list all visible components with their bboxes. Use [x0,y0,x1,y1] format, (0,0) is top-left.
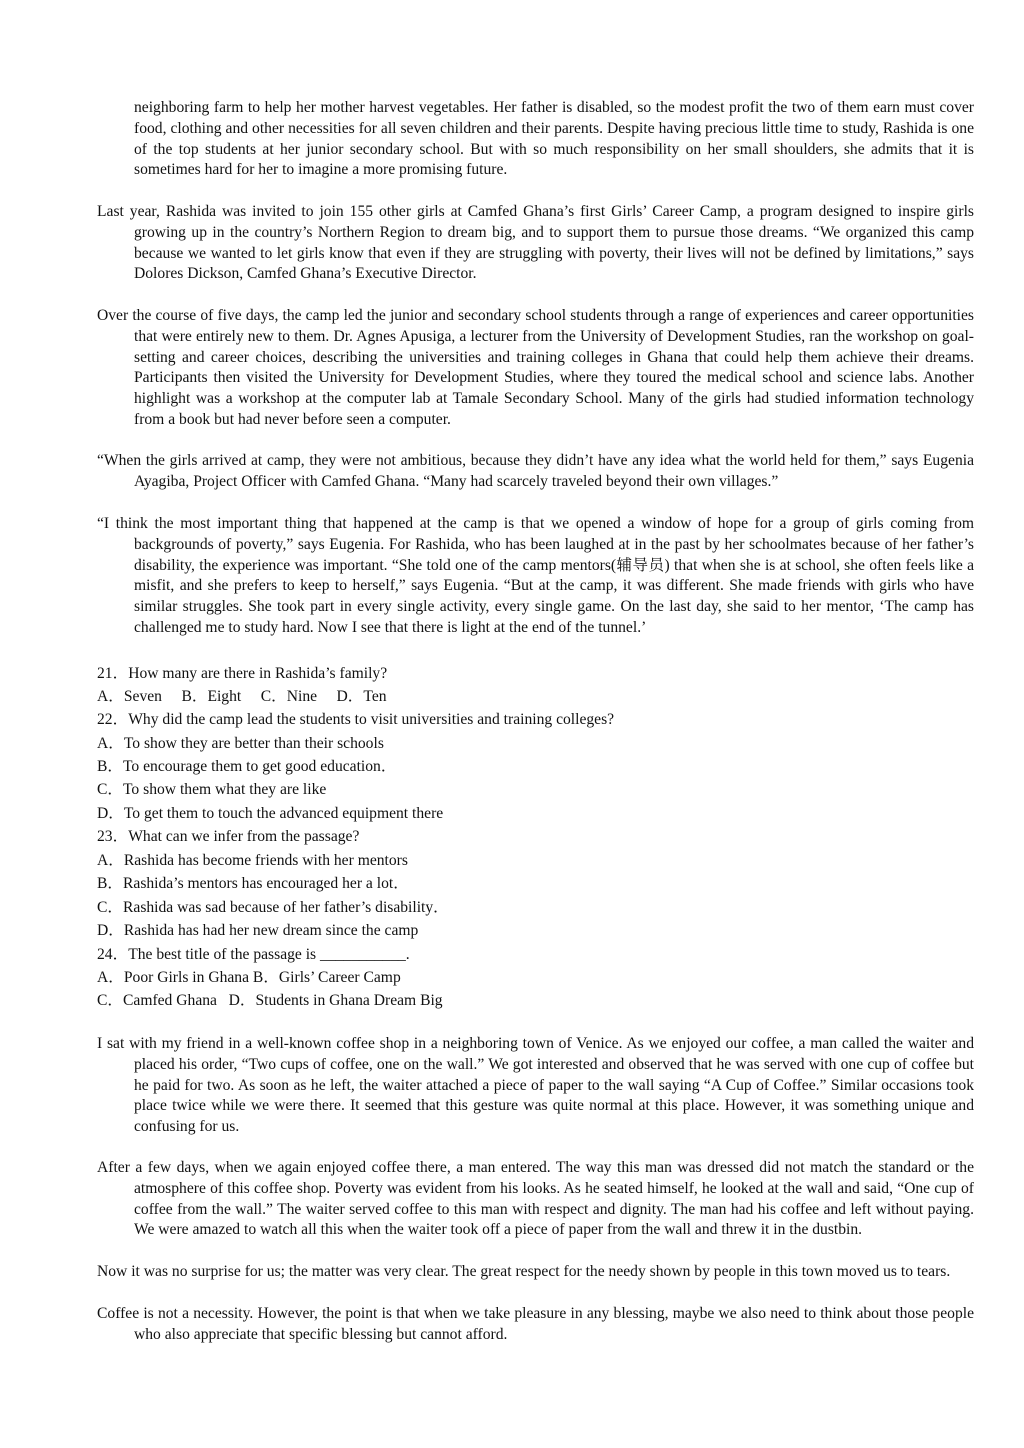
question-21: 21．How many are there in Rashida’s family? [97,665,388,682]
passage1-paragraph-5: “I think the most important thing that happened at the camp is that we opened a window of hope for a group of girls coming from backgrounds of poverty,” says Eugenia. For Rashida, who has been laughed at in the past by her schoolmates because of her father’s disability, the experience was important. “She told one of the camp mentors(辅导员) that when she is at school, she often feels like a misfit, and she prefers to keep to herself,” says Eugenia. “But at the camp, it was different. She made friends with girls who have similar struggles. She took part in every single activity, every single game. On the last day, she said to her mentor, ‘The camp has challenged me to study hard. Now I see that there is light at the end of the tunnel.’ [97,515,974,636]
question-24-options-cd: C．Camfed Ghana D．Students in Ghana Dream Big [97,992,443,1009]
question-24: 24．The best title of the passage is ___________. [97,946,410,963]
passage2-paragraph-4: Coffee is not a necessity. However, the point is that when we take pleasure in any blessing, maybe we also need to think about those people who also appreciate that specific blessing but cannot afford. [97,1305,974,1343]
passage1-paragraph-4: “When the girls arrived at camp, they were not ambitious, because they didn’t have any idea what the world held for them,” says Eugenia Ayagiba, Project Officer with Camfed Ghana. “Many had scarcely traveled beyond their own villages.” [97,452,974,490]
passage1-paragraph-2: Last year, Rashida was invited to join 155 other girls at Camfed Ghana’s first Girls’ Career Camp, a program designed to inspire girls growing up in the country’s Northern Region to dream big, and to support them to pursue those dreams. “We organized this camp because we wanted to let girls know that even if they are struggling with poverty, their lives will not be defined by limitations,” says Dolores Dickson, Camfed Ghana’s Executive Director. [97,203,974,283]
question-22: 22．Why did the camp lead the students to visit universities and training colleges? [97,711,615,728]
question-22-option-c: C．To show them what they are like [97,781,327,798]
question-23: 23．What can we infer from the passage? [97,828,360,845]
passage2-paragraph-3: Now it was no surprise for us; the matter was very clear. The great respect for the needy shown by people in this town moved us to tears. [97,1263,951,1280]
question-21-options: A．Seven B．Eight C．Nine D．Ten [97,688,387,705]
passage2-paragraph-1: I sat with my friend in a well-known coffee shop in a neighboring town of Venice. As we enjoyed our coffee, a man called the waiter and placed his order, “Two cups of coffee, one on the wall.” We got interested and observed that he was served with one cup of coffee but he paid for two. As soon as he left, the waiter attached a piece of paper to the wall saying “A Cup of Coffee.” Similar occasions took place twice while we were there. It seemed that this gesture was quite normal at this place. However, it was something unique and confusing for us. [97,1035,974,1136]
question-23-option-c: C．Rashida was sad because of her father’s disability． [97,899,449,916]
question-23-option-b: B．Rashida’s mentors has encouraged her a lot． [97,875,409,892]
question-23-option-a: A．Rashida has become friends with her mentors [97,852,408,869]
question-22-option-b: B．To encourage them to get good education． [97,758,397,775]
question-22-option-d: D．To get them to touch the advanced equipment there [97,805,444,822]
passage2-paragraph-2: After a few days, when we again enjoyed coffee there, a man entered. The way this man was dressed did not match the standard or the atmosphere of this coffee shop. Poverty was evident from his looks. As he seated himself, he looked at the wall and said, “One cup of coffee from the wall.” The waiter served coffee to this man with respect and dignity. The man had his coffee and left without paying. We were amazed to watch all this when the waiter took off a piece of paper from the wall and threw it in the dustbin. [97,1159,974,1239]
passage1-paragraph-1: neighboring farm to help her mother harvest vegetables. Her father is disabled, so the modest profit the two of them earn must cover food, clothing and other necessities for all seven children and their parents. Despite having precious little time to study, Rashida is one of the top students at her junior secondary school. But with so much responsibility on her small shoulders, she admits that it is sometimes hard for her to imagine a more promising future. [134,99,974,179]
question-23-option-d: D．Rashida has had her new dream since the camp [97,922,419,939]
passage1-paragraph-3: Over the course of five days, the camp led the junior and secondary school students through a range of experiences and career opportunities that were entirely new to them. Dr. Agnes Apusiga, a lecturer from the University of Development Studies, ran the workshop on goal-setting and career choices, describing the universities and training colleges in Ghana that could help them achieve their dreams. Participants then visited the University for Development Studies, where they toured the medical school and science labs. Another highlight was a workshop at the computer lab at Tamale Secondary School. Many of the girls had studied information technology from a book but had never before seen a computer. [97,307,974,428]
question-22-option-a: A．To show they are better than their schools [97,735,384,752]
question-24-options-ab: A．Poor Girls in Ghana B．Girls’ Career Camp [97,969,401,986]
